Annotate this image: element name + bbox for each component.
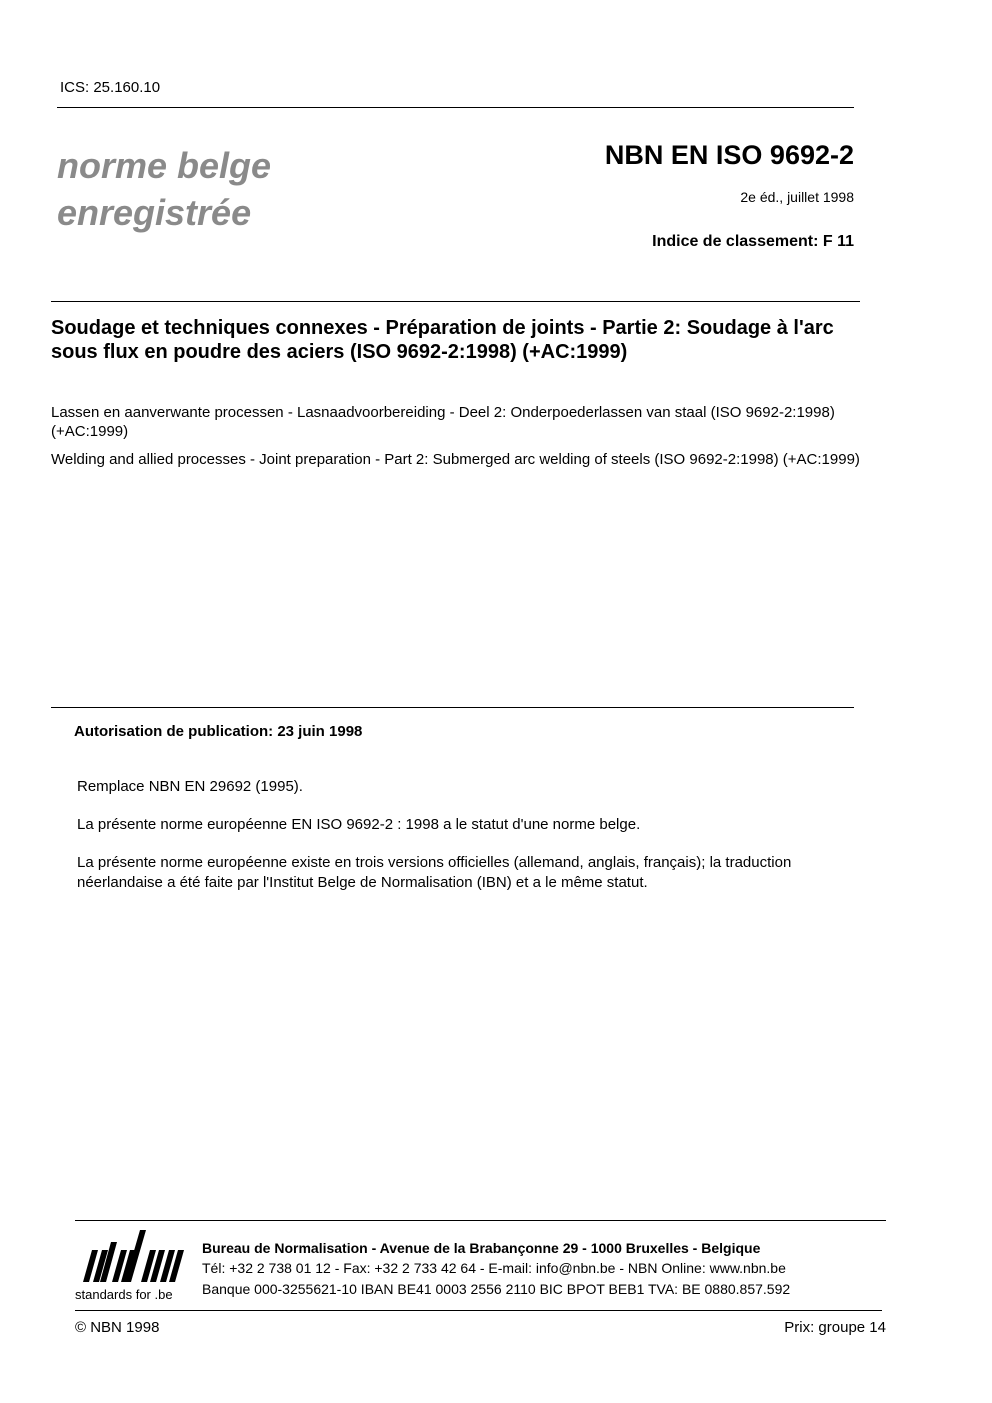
title-top-rule (51, 301, 860, 302)
title-dutch: Lassen en aanverwante processen - Lasnaadvoorbereiding - Deel 2: Onderpoederlassen van staal (ISO 9692-2:1998) (+AC:1999) (51, 404, 835, 440)
standard-number: NBN EN ISO 9692-2 (604, 140, 854, 170)
address-line-2: Tél: +32 2 738 01 12 - Fax: +32 2 733 42 64 - E-mail: info@nbn.be - NBN Online: www.nbn.be (202, 1260, 786, 1276)
header-top-rule (57, 107, 854, 108)
footer-top-rule (75, 1220, 886, 1221)
title-french: Soudage et techniques connexes - Préparation de joints - Partie 2: Soudage à l'arc sous flux en poudre des aciers (ISO 9692-2:1998) (+AC:1999) (51, 317, 834, 363)
edition-date: 2e éd., juillet 1998 (740, 189, 854, 205)
footer-bottom-rule (75, 1310, 882, 1311)
brand-line-1: norme belge (57, 145, 272, 186)
brand-line-2: enregistrée (57, 192, 252, 233)
logo-tagline: standards for .be (75, 1287, 173, 1302)
authorisation-date: Autorisation de publication: 23 juin 1998 (74, 723, 363, 740)
address-line-1: Bureau de Normalisation - Avenue de la Brabançonne 29 - 1000 Bruxelles - Belgique (202, 1240, 761, 1256)
brand-title (57, 142, 271, 236)
title-english: Welding and allied processes - Joint preparation - Part 2: Submerged arc welding of steels (ISO 9692-2:1998) (+AC:1999) (51, 451, 860, 468)
price-group: Prix: groupe 14 (784, 1319, 886, 1336)
copyright: © NBN 1998 (75, 1319, 160, 1336)
classification-index: Indice de classement: F 11 (652, 233, 854, 250)
replaces-note: Remplace NBN EN 29692 (1995). (77, 778, 303, 795)
versions-note: La présente norme européenne existe en trois versions officielles (allemand, anglais, français); la traduction néerlandaise a été faite par l'Institut Belge de Normalisation (IBN) et a le même statut. (77, 854, 792, 891)
publication-top-rule (51, 707, 854, 708)
address-line-3: Banque 000-3255621-10 IBAN BE41 0003 2556 2110 BIC BPOT BEB1 TVA: BE 0880.857.592 (202, 1281, 791, 1297)
ics-code: ICS: 25.160.10 (60, 79, 161, 96)
status-note: La présente norme européenne EN ISO 9692-2 : 1998 a le statut d'une norme belge. (77, 816, 641, 833)
